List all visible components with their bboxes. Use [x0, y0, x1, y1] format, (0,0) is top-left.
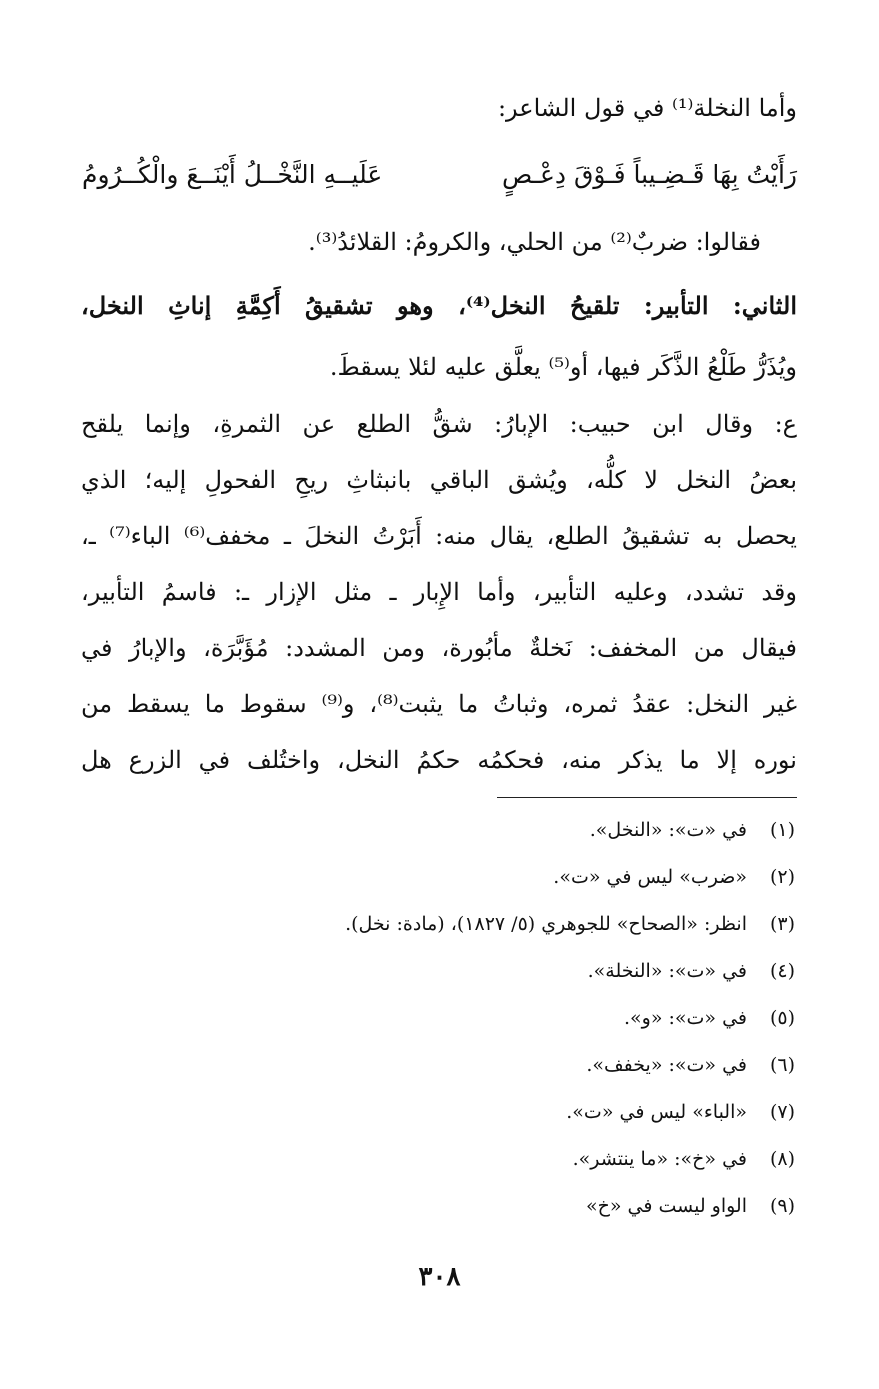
footnote — [590, 817, 795, 843]
footnote-number: (٩) — [769, 1195, 795, 1217]
body-line-said: فقالوا: ضربٌ⁽²⁾ من الحلي، والكرومُ: القلائدُ⁽³⁾. — [308, 228, 761, 256]
footnote-text: الواو ليست في «خ» — [585, 1195, 747, 1217]
footnote — [586, 1052, 795, 1078]
body-line: يحصل به تشقيقُ الطلع، يقال منه: أَبَرْتُ النخلَ ـ مخفف⁽⁶⁾ الباء⁽⁷⁾ ـ، — [81, 522, 797, 550]
page-number: ٣٠٨ — [418, 1262, 461, 1292]
footnote — [553, 864, 795, 890]
footnote-text: انظر: «الصحاح» للجوهري (٥/ ١٨٢٧)، (مادة: نخل). — [345, 913, 747, 935]
verse-second-hemistich: عَلَيــهِ النَّخْــلُ أَيْنَــعَ والْكُــرُومُ — [82, 160, 383, 189]
footnote-number: (٧) — [769, 1101, 795, 1123]
footnote-number: (٨) — [769, 1148, 795, 1170]
footnote — [588, 958, 795, 984]
footnote — [586, 1193, 795, 1219]
footnote-text: في «ت»: «النخل». — [589, 819, 747, 841]
body-line: ويُذَرُّ طَلْعُ الذَّكَر فيها، أو⁽⁵⁾ يعلَّق عليه لئلا يسقطَ. — [329, 353, 797, 381]
body-line: وقد تشدد، وعليه التأبير، وأما الإِبار ـ مثل الإزار ـ: فاسمُ التأبير، — [81, 578, 797, 606]
body-line-second-section: الثاني: التأبير: تلقيحُ النخل⁽⁴⁾، وهو تشقيقُ أَكِمَّةِ إناثِ النخل، — [81, 291, 798, 320]
footnote-text: في «ت»: «يخفف». — [586, 1054, 747, 1076]
body-line: ع: وقال ابن حبيب: الإبارُ: شقُّ الطلع عن الثمرةِ، وإنما يلقح — [81, 410, 797, 438]
footnote-number: (٢) — [769, 866, 795, 888]
footnote-text: في «خ»: «ما ينتشر». — [572, 1148, 747, 1170]
footnote-text: في «ت»: «و». — [624, 1007, 747, 1029]
body-line: بعضُ النخل لا كلُّه، ويُشق الباقي بانبثاثِ ريحِ الفحولِ إليه؛ الذي — [81, 466, 797, 494]
footnote-divider — [497, 797, 797, 798]
footnote-text: «الباء» ليس في «ت». — [566, 1101, 747, 1123]
footnote-number: (٥) — [769, 1007, 795, 1029]
footnote-text: «ضرب» ليس في «ت». — [553, 866, 747, 888]
body-line: فيقال من المخفف: نَخلةٌ مأبُورة، ومن المشدد: مُؤَبَّرَة، والإبارُ في — [81, 634, 797, 662]
footnote-text: في «ت»: «النخلة». — [587, 960, 747, 982]
footnote-number: (١) — [769, 819, 795, 841]
body-line: غير النخل: عقدُ ثمره، وثباتُ ما يثبت⁽⁸⁾، و⁽⁹⁾ سقوط ما يسقط من — [81, 690, 798, 718]
intro-line: وأما النخلة⁽¹⁾ في قول الشاعر: — [497, 94, 797, 122]
footnote — [345, 911, 795, 937]
footnote-number: (٣) — [769, 913, 795, 935]
footnote — [624, 1005, 795, 1031]
footnote-number: (٦) — [769, 1054, 795, 1076]
footnote — [573, 1146, 795, 1172]
footnote-number: (٤) — [769, 960, 795, 982]
footnote — [566, 1099, 795, 1125]
verse-first-hemistich: رَأَيْتُ بِهَا قَـضِـيباً فَـوْقَ دِعْـصٍ — [502, 160, 797, 189]
body-line: نوره إلا ما يذكر منه، فحكمُه حكمُ النخل، واختُلف في الزرع هل — [81, 746, 797, 774]
